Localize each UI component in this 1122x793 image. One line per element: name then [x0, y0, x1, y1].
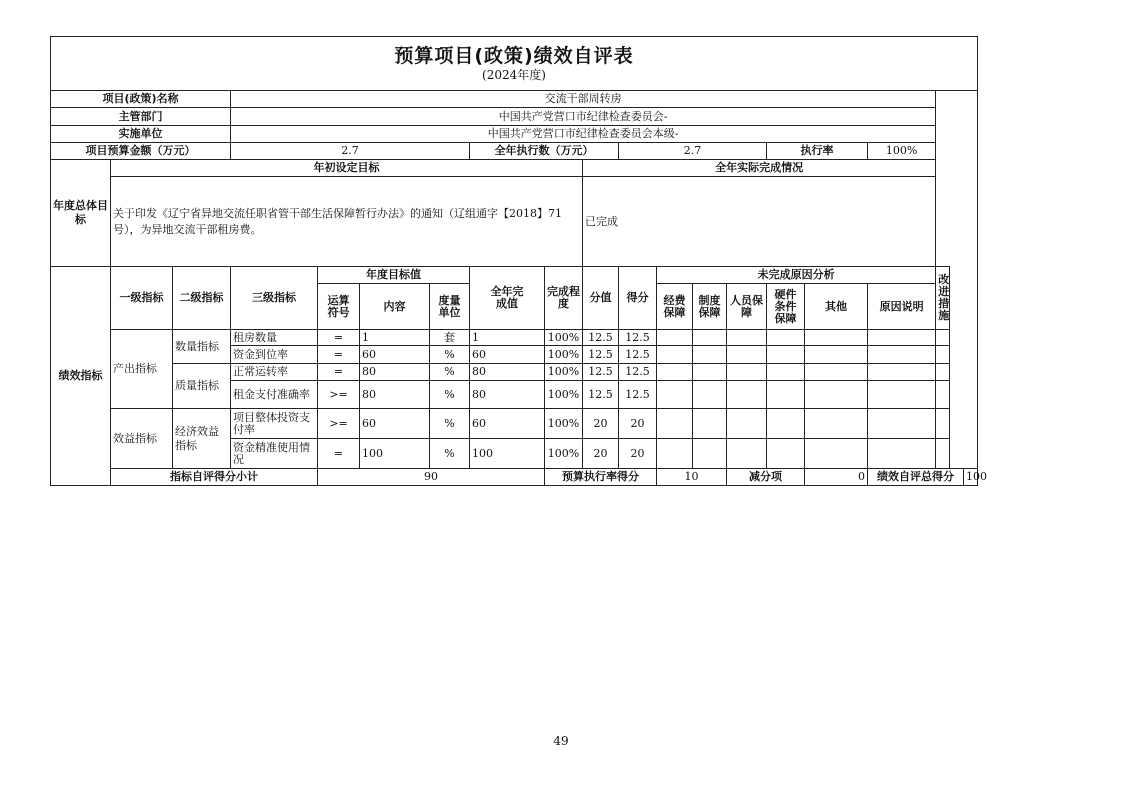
indicator-row — [51, 364, 978, 381]
indicator-content: 80 — [360, 381, 430, 409]
indicator-name: 资金到位率 — [231, 346, 318, 364]
indicator-score: 20 — [619, 409, 657, 439]
indicator-op: = — [318, 330, 360, 346]
indicator-degree: 100% — [545, 381, 583, 409]
year-subtitle: (2024年度) — [482, 68, 546, 82]
indicator-op: = — [318, 364, 360, 381]
indicator-name: 资金精准使用情况 — [231, 439, 318, 469]
indicator-full-score: 12.5 — [583, 381, 619, 409]
indicator-unit: % — [430, 364, 470, 381]
indicator-content: 60 — [360, 409, 430, 439]
improve-header: 改进措施 — [936, 267, 950, 330]
row-goal-body — [51, 177, 978, 267]
indicator-score: 12.5 — [619, 330, 657, 346]
subtotal-value: 90 — [318, 469, 545, 486]
actual-status-label: 全年实际完成情况 — [583, 160, 936, 177]
op-header: 运算符号 — [318, 284, 360, 330]
indicator-actual: 1 — [470, 330, 545, 346]
page-title: 预算项目(政策)绩效自评表 — [394, 45, 634, 67]
indicator-degree: 100% — [545, 439, 583, 469]
indicator-unit: % — [430, 381, 470, 409]
indicator-name: 租金支付准确率 — [231, 381, 318, 409]
reason-funding-header: 经费保障 — [657, 284, 693, 330]
indicator-full-score: 20 — [583, 439, 619, 469]
indicator-score: 12.5 — [619, 346, 657, 364]
subtotal-label: 指标自评得分小计 — [111, 469, 318, 486]
actual-value-header: 全年完成值 — [470, 267, 545, 330]
exec-rate-label: 执行率 — [767, 143, 868, 160]
lvl3-header: 三级指标 — [231, 267, 318, 330]
reason-hardware-header: 硬件条件保障 — [767, 284, 805, 330]
exec-amount-value: 2.7 — [619, 143, 767, 160]
indicator-score: 20 — [619, 439, 657, 469]
title-block — [50, 36, 978, 90]
row-budget — [51, 143, 978, 160]
evaluation-table — [50, 90, 988, 486]
indicator-name: 正常运转率 — [231, 364, 318, 381]
indicator-name: 租房数量 — [231, 330, 318, 346]
indicator-op: = — [318, 346, 360, 364]
indicator-op: >= — [318, 381, 360, 409]
indicator-actual: 60 — [470, 346, 545, 364]
initial-goal-text: 关于印发《辽宁省异地交流任职省管干部生活保障暂行办法》的通知（辽组通字【2018】71号），为异地交流干部租房费。 — [111, 177, 583, 267]
score-header: 得分 — [619, 267, 657, 330]
unit-measure-header: 度量单位 — [430, 284, 470, 330]
indicator-name: 项目整体投资支付率 — [231, 409, 318, 439]
row-project-name — [51, 91, 978, 108]
project-name-value: 交流干部周转房 — [231, 91, 936, 108]
dept-label: 主管部门 — [51, 108, 231, 126]
lvl2-header: 二级指标 — [173, 267, 231, 330]
page-number: 49 — [553, 734, 569, 748]
row-dept — [51, 108, 978, 126]
total-score-label: 绩效自评总得分 — [868, 469, 964, 486]
reason-staff-header: 人员保障 — [727, 284, 767, 330]
lvl2-quality: 质量指标 — [173, 364, 231, 409]
indicator-row — [51, 330, 978, 338]
indicator-op: = — [318, 439, 360, 469]
score-full-header: 分值 — [583, 267, 619, 330]
unit-label: 实施单位 — [51, 126, 231, 143]
deduct-label: 减分项 — [727, 469, 805, 486]
indicator-content: 60 — [360, 346, 430, 364]
reason-other-header: 其他 — [805, 284, 868, 330]
indicator-degree: 100% — [545, 364, 583, 381]
indicator-degree: 100% — [545, 409, 583, 439]
unit-value: 中国共产党营口市纪律检查委员会本级- — [231, 126, 936, 143]
reason-note-header: 原因说明 — [868, 284, 936, 330]
indicator-score: 12.5 — [619, 364, 657, 381]
indicator-full-score: 12.5 — [583, 346, 619, 364]
budget-label: 项目预算金额（万元） — [51, 143, 231, 160]
indicator-score: 12.5 — [619, 381, 657, 409]
exec-rate-value: 100% — [868, 143, 936, 160]
budget-rate-score-value: 10 — [657, 469, 727, 486]
content-header: 内容 — [360, 284, 430, 330]
total-score-value: 100 — [964, 469, 978, 486]
lvl1-header: 一级指标 — [111, 267, 173, 330]
deduct-value: 0 — [805, 469, 868, 486]
indicator-actual: 100 — [470, 439, 545, 469]
row-unit — [51, 126, 978, 143]
lvl2-quantity: 数量指标 — [173, 330, 231, 364]
budget-rate-score-label: 预算执行率得分 — [545, 469, 657, 486]
project-name-label: 项目(政策)名称 — [51, 91, 231, 108]
lvl1-output: 产出指标 — [111, 330, 173, 409]
indicator-op: >= — [318, 409, 360, 439]
indicator-actual: 80 — [470, 364, 545, 381]
lvl2-economic: 经济效益指标 — [173, 409, 231, 469]
exec-amount-label: 全年执行数（万元） — [470, 143, 619, 160]
row-summary — [51, 469, 978, 486]
indicator-unit: % — [430, 409, 470, 439]
initial-goal-label: 年初设定目标 — [111, 160, 583, 177]
dept-value: 中国共产党营口市纪律检查委员会- — [231, 108, 936, 126]
overall-goal-label: 年度总体目标 — [51, 160, 111, 267]
indicator-unit: 套 — [430, 330, 470, 346]
lvl1-benefit: 效益指标 — [111, 409, 173, 469]
indicator-unit: % — [430, 346, 470, 364]
indicator-degree: 100% — [545, 330, 583, 346]
row-indicator-header-1 — [51, 267, 978, 284]
evaluation-sheet — [50, 36, 988, 486]
budget-value: 2.7 — [231, 143, 470, 160]
actual-status-text: 已完成 — [583, 177, 936, 267]
reason-group-header: 未完成原因分析 — [657, 267, 936, 284]
reason-system-header: 制度保障 — [693, 284, 727, 330]
indicator-full-score: 20 — [583, 409, 619, 439]
indicator-unit: % — [430, 439, 470, 469]
indicator-content: 1 — [360, 330, 430, 346]
indicator-degree: 100% — [545, 346, 583, 364]
indicator-full-score: 12.5 — [583, 330, 619, 346]
indicator-full-score: 12.5 — [583, 364, 619, 381]
indicator-content: 80 — [360, 364, 430, 381]
indicator-actual: 80 — [470, 381, 545, 409]
indicator-content: 100 — [360, 439, 430, 469]
row-goal-header — [51, 160, 978, 177]
indicator-actual: 60 — [470, 409, 545, 439]
target-group-header: 年度目标值 — [318, 267, 470, 284]
degree-header: 完成程度 — [545, 267, 583, 330]
perf-label: 绩效指标 — [51, 267, 111, 486]
indicator-row — [51, 409, 978, 439]
